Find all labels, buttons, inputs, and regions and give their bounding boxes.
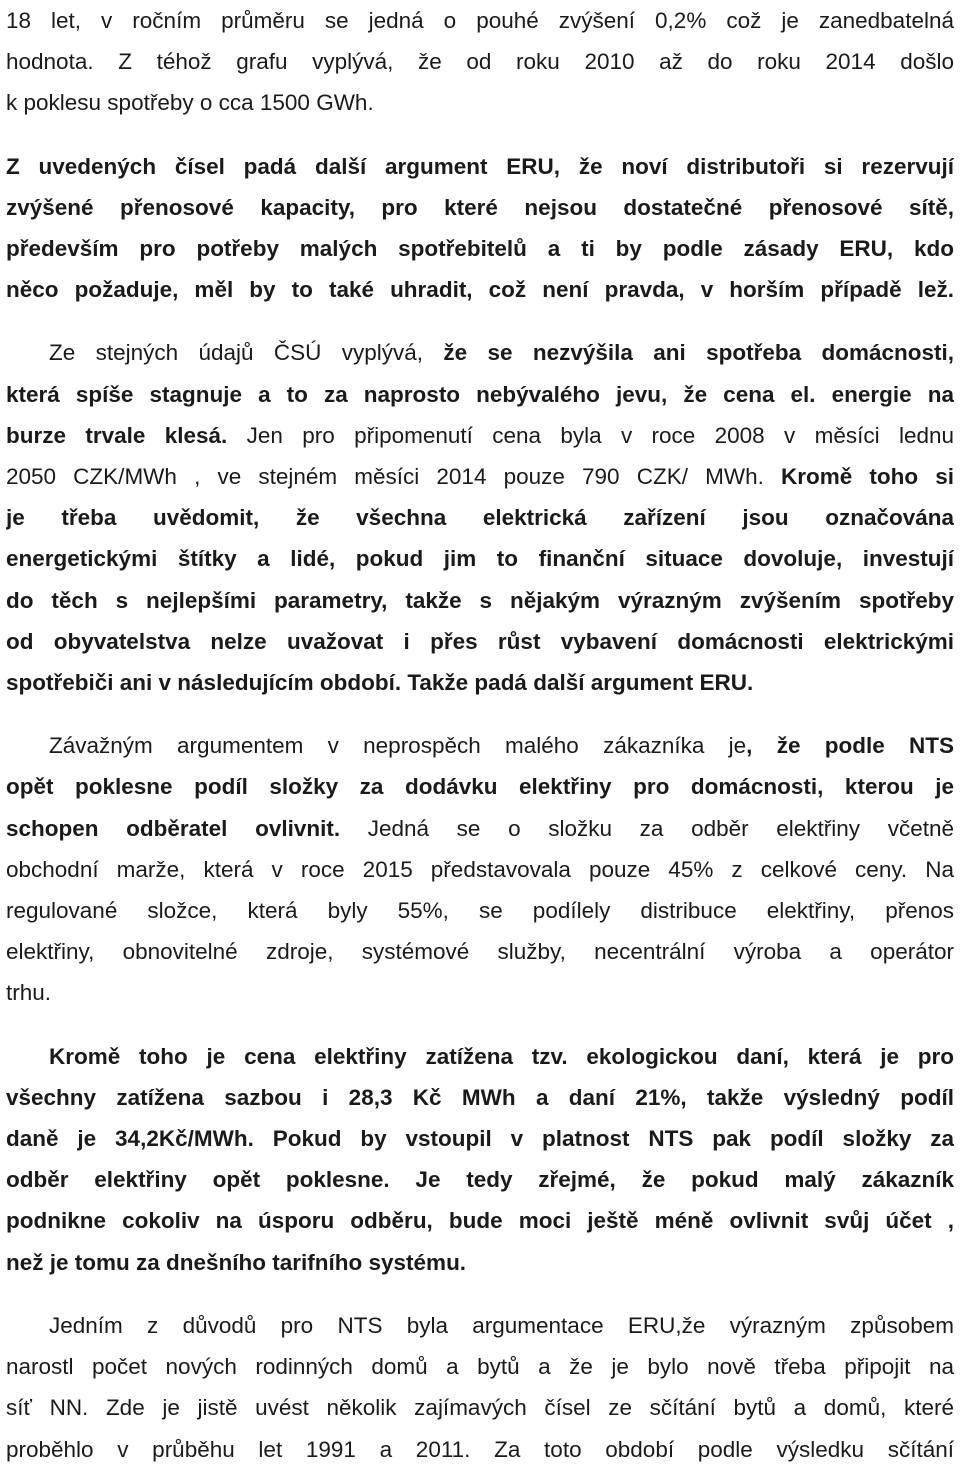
paragraph-new-houses [6,1305,954,1470]
text-span-bold: schopen odběratel ovlivnit. [6,815,341,841]
paragraph-gap [6,1014,954,1036]
text-line: proběhlo v průběhu let 1991 a 2011. Za toto období podle výsledku sčítání [6,1436,954,1462]
text-line: podnikne cokoliv na úsporu odběru, bude moci ještě méně ovlivnit svůj účet , [6,1208,954,1234]
text-line: síť NN. Zde je jistě uvést několik zajímavých čísel ze sčítání bytů a domů, které [6,1395,954,1421]
text-line: k poklesu spotřeby o cca 1500 GWh. [6,90,374,116]
text-line: která spíše stagnuje a to za naprosto nebývalého jevu, že cena el. energie na [6,381,954,407]
text-span-bold: Kromě toho si [780,464,954,490]
text-line: Z uvedených čísel padá další argument ERU, že noví distributoři si rezervují [6,153,954,179]
text-line: energetickými štítky a lidé, pokud jim to finanční situace dovoluje, investují [6,546,954,572]
text-line [6,332,954,373]
paragraph-gap [6,124,954,146]
text-line: odběr elektřiny opět poklesne. Je tedy zřejmé, že pokud malý zákazník [6,1167,954,1193]
text-span: 2050 CZK/MWh , ve stejném měsíci 2014 pouze 790 CZK/ MWh. [6,464,781,490]
text-line [6,725,954,766]
text-line: opět poklesne podíl složky za dodávku elektřiny pro domácnosti, kterou je [6,774,954,800]
text-line [6,456,954,497]
text-span: Závažným argumentem v neprospěch malého zákazníka je [49,733,747,759]
text-span: Jen pro připomenutí cena byla v roce 2008 v měsíci lednu [227,422,954,448]
text-span-bold: , že podle NTS [746,733,954,759]
text-line: daně je 34,2Kč/MWh. Pokud by vstoupil v platnost NTS pak podíl složky za [6,1126,954,1152]
paragraph-gap [6,310,954,332]
text-line: do těch s nejlepšími parametry, takže s nějakým výrazným zvýšením spotřeby [6,587,954,613]
text-line: hodnota. Z téhož grafu vyplývá, že od roku 2010 až do roku 2014 došlo [6,49,954,75]
text-line: narostl počet nových rodinných domů a bytů a že je bylo nově třeba připojit na [6,1354,954,1380]
text-line: Kromě toho je cena elektřiny zatížena tzv. ekologickou daní, která je pro [49,1043,954,1069]
text-line: regulované složce, která byly 55%, se podílely distribuce elektřiny, přenos [6,898,954,924]
text-line: především pro potřeby malých spotřebitelů a ti by podle zásady ERU, kdo [6,236,954,262]
paragraph-consumption [6,0,954,124]
paragraph-gap [6,1283,954,1305]
paragraph-ecological-tax [6,1036,954,1283]
paragraph-eru-argument [6,146,954,311]
text-line: 18 let, v ročním průměru se jedná o pouhé zvýšení 0,2% což je zanedbatelná [6,8,954,33]
text-line [6,415,954,456]
text-line: od obyvatelstva nelze uvažovat i přes růst vybavení domácnosti elektrickými [6,628,954,654]
text-line: elektřiny, obnovitelné zdroje, systémové služby, necentrální výroba a operátor [6,939,954,965]
text-line: spotřebiči ani v následujícím období. Takže padá další argument ERU. [6,670,754,696]
text-span-bold: burze trvale klesá. [6,422,228,448]
text-line: zvýšené přenosové kapacity, pro které nejsou dostatečné přenosové sítě, [6,194,954,220]
text-line: něco požaduje, měl by to také uhradit, což není pravda, v horším případě lež. [6,277,954,303]
text-line: je třeba uvědomit, že všechna elektrická zařízení jsou označována [6,505,954,531]
text-line: Jedním z důvodů pro NTS byla argumentace ERU,že výrazným způsobem [49,1312,954,1338]
text-span-bold: že se nezvýšila ani spotřeba domácnosti, [443,340,954,366]
paragraph-gap [6,703,954,725]
text-span: Ze stejných údajů ČSÚ vyplývá, [49,340,444,366]
text-line: trhu. [6,980,52,1006]
text-line: než je tomu za dnešního tarifního systému. [6,1249,467,1275]
text-line: všechny zatížena sazbou i 28,3 Kč MWh a daní 21%, takže výsledný podíl [6,1084,954,1110]
text-line [6,808,954,849]
paragraph-small-customer [6,725,954,1013]
text-span: Jedná se o složku za odběr elektřiny včetně [340,815,954,841]
paragraph-household-consumption [6,332,954,703]
text-line: obchodní marže, která v roce 2015 představovala pouze 45% z celkové ceny. Na [6,856,954,882]
